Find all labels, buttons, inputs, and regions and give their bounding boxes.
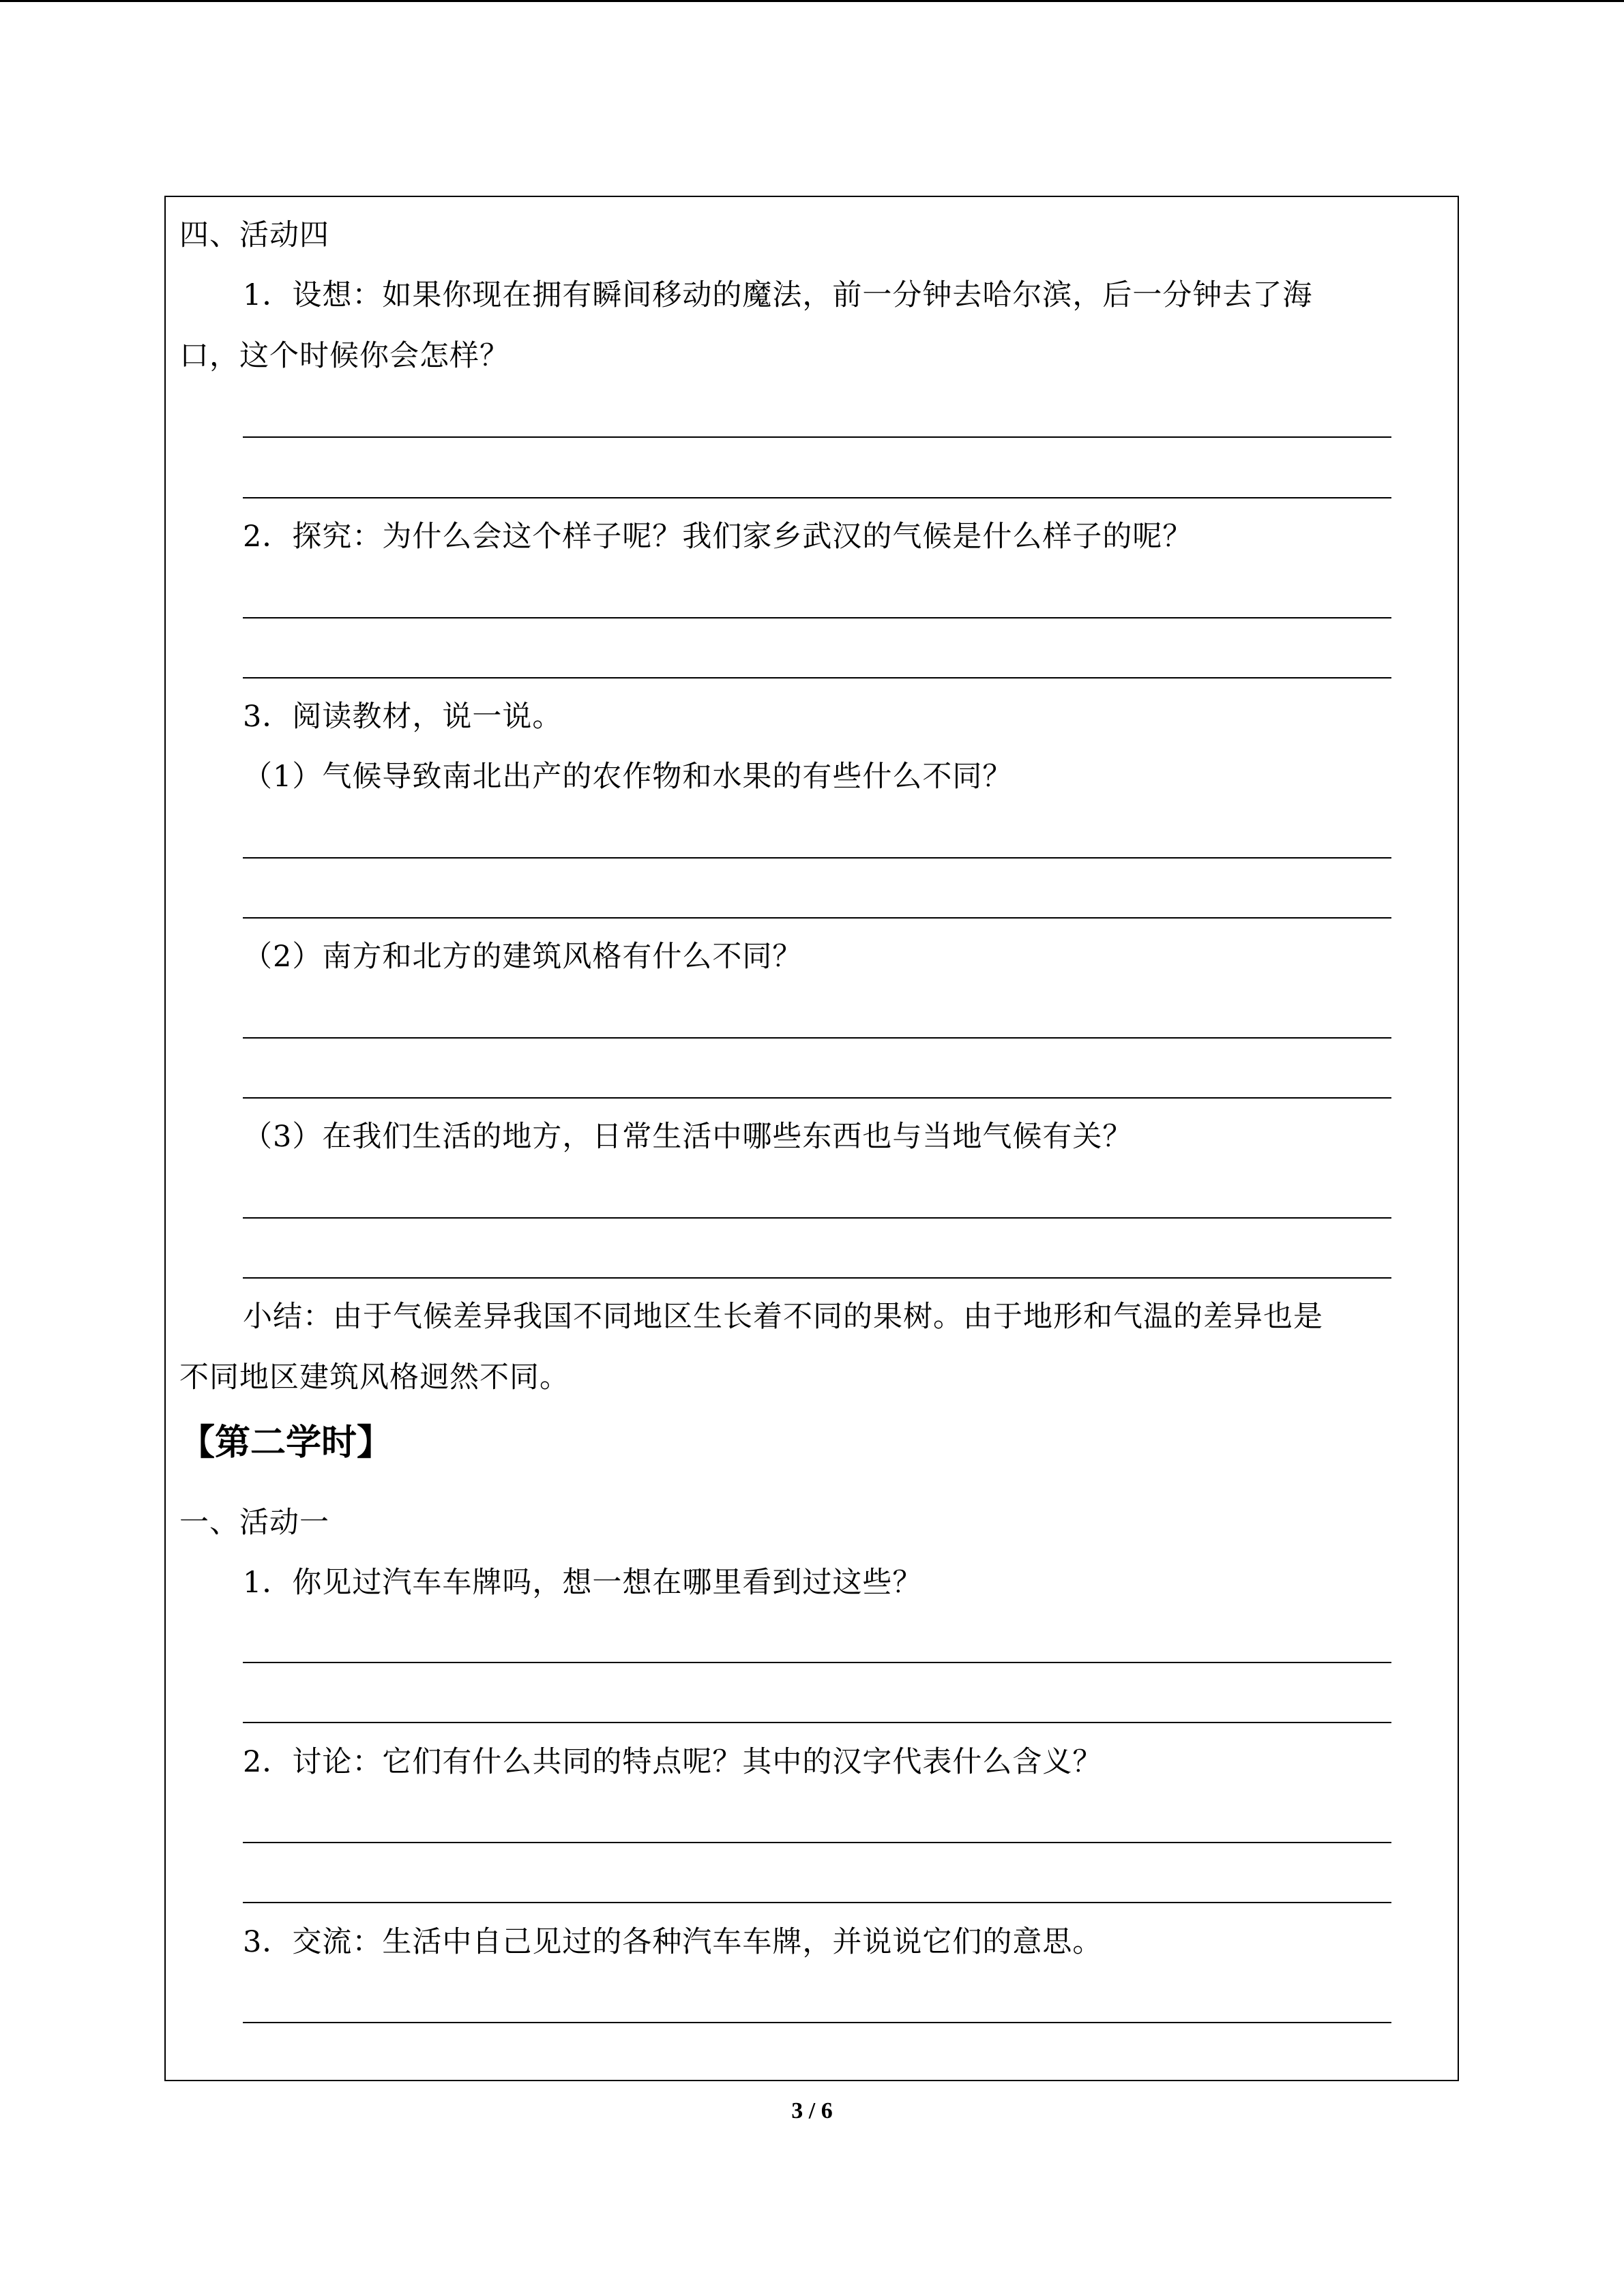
answer-line[interactable] — [243, 1842, 1391, 1843]
answer-line[interactable] — [243, 677, 1391, 679]
answer-line[interactable] — [243, 1902, 1391, 1903]
lesson-2-question-1: 1．你见过汽车车牌吗，想一想在哪里看到过这些？ — [243, 1566, 923, 1600]
answer-line[interactable] — [243, 1277, 1391, 1279]
question-1-line-1: 1．设想：如果你现在拥有瞬间移动的魔法，前一分钟去哈尔滨，后一分钟去了海 — [243, 278, 1313, 312]
summary-line-2: 不同地区建筑风格迥然不同。 — [179, 1360, 570, 1395]
answer-line[interactable] — [243, 617, 1391, 618]
summary-line-1: 小结：由于气候差异我国不同地区生长着不同的果树。由于地形和气温的差异也是 — [243, 1300, 1323, 1334]
question-3: 3．阅读教材，说一说。 — [243, 700, 563, 734]
answer-line[interactable] — [243, 917, 1391, 919]
answer-line[interactable] — [243, 2080, 1391, 2081]
lesson-2-question-2: 2．讨论：它们有什么共同的特点呢？其中的汉字代表什么含义？ — [243, 1745, 1103, 1779]
answer-line[interactable] — [243, 1217, 1391, 1219]
page-top-border — [0, 0, 1624, 2]
question-3-3: （3）在我们生活的地方，日常生活中哪些东西也与当地气候有关？ — [243, 1120, 1133, 1154]
section-heading-activity-1: 一、活动一 — [179, 1506, 329, 1540]
section-heading-activity-4: 四、活动四 — [179, 218, 329, 252]
lesson-2-question-3: 3．交流：生活中自己见过的各种汽车车牌，并说说它们的意思。 — [243, 1925, 1103, 1959]
answer-line[interactable] — [243, 857, 1391, 859]
question-1-line-2: 口，这个时候你会怎样？ — [179, 339, 510, 373]
answer-line[interactable] — [243, 1722, 1391, 1723]
question-3-2: （2）南方和北方的建筑风格有什么不同？ — [243, 940, 803, 974]
lesson-2-title: 【第二学时】 — [179, 1422, 393, 1463]
question-2: 2．探究：为什么会这个样子呢？我们家乡武汉的气候是什么样子的呢？ — [243, 520, 1193, 554]
answer-line[interactable] — [243, 1662, 1391, 1663]
answer-line[interactable] — [243, 497, 1391, 498]
answer-line[interactable] — [243, 1037, 1391, 1039]
question-3-1: （1）气候导致南北出产的农作物和水果的有些什么不同？ — [243, 760, 1013, 794]
answer-line[interactable] — [243, 436, 1391, 438]
page-number: 3 / 6 — [791, 2098, 833, 2123]
answer-line[interactable] — [243, 1097, 1391, 1099]
answer-line[interactable] — [243, 2022, 1391, 2023]
